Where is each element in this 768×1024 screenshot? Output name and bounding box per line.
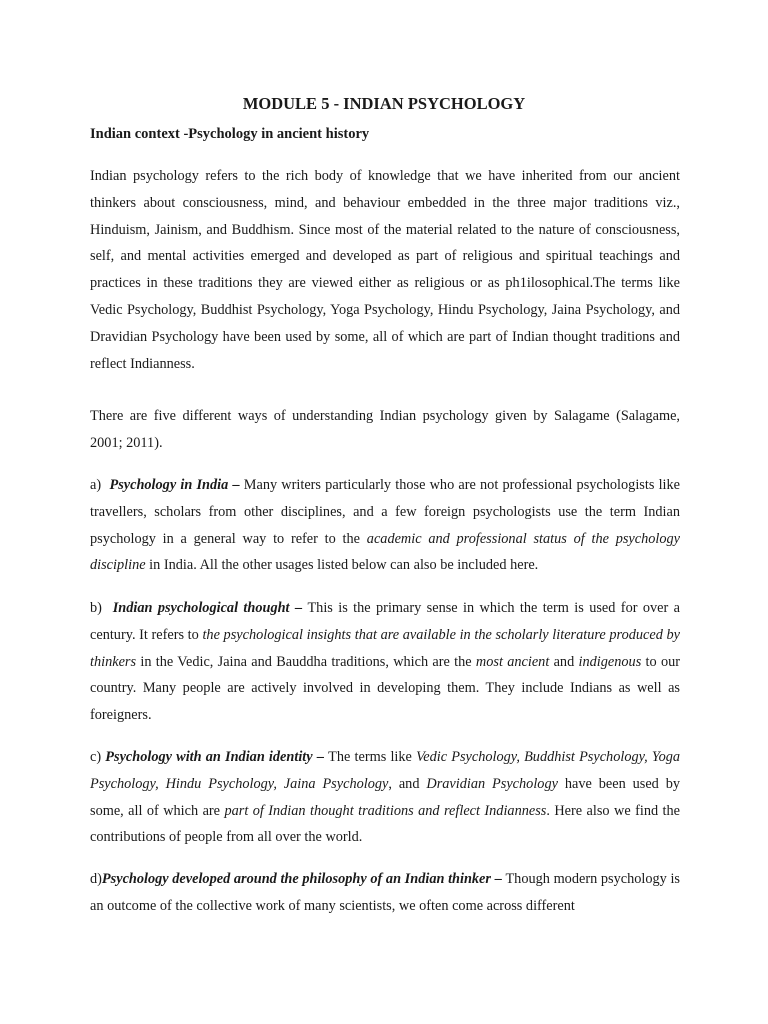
item-a-marker: a) [90, 477, 102, 493]
item-c-paragraph [90, 744, 680, 851]
intro-paragraph: Indian psychology refers to the rich body of knowledge that we have inherited from our ancient thinkers about consciousness, mind, and behaviour embedded in the three major traditions viz., Hinduism, Jainism, and Buddhism. Since most of the material related to the nature of consciousness, self, and mental activities emerged and developed as part of religious and spiritual teachings and practices in these traditions they are viewed either as religious or as ph1ilosophical.The terms like Vedic Psychology, Buddhist Psychology, Yoga Psychology, Hindu Psychology, Jaina Psychology, and Dravidian Psychology have been used by some, all of which are part of Indian thought traditions and reflect Indianness. [90, 168, 680, 372]
item-c-text: . Here also we find the contributions of people from all over the world. [90, 802, 681, 846]
item-c-text: have been used by some, all of which are [90, 775, 681, 819]
item-b-dash: – [289, 600, 308, 616]
item-b-emphasis: most ancient [475, 653, 550, 670]
item-d-marker: d) [90, 871, 102, 887]
item-c-dash: – [312, 749, 329, 765]
item-b-heading: Indian psychological thought [112, 600, 290, 616]
item-d-heading: Psychology developed around the philosophy of an Indian thinker [101, 871, 491, 887]
item-a-emphasis: academic and professional status of the psychology discipline [90, 530, 681, 574]
item-c-emphasis: Vedic Psychology, Buddhist Psychology, Yoga Psychology, Hindu Psychology, Jaina Psychology [90, 749, 681, 792]
item-a-text: Many writers particularly those who are not professional psychologists like travellers, scholars from other disciplines, and a few foreign psychologists use the term Indian psychology in a general way to refer to the [90, 477, 681, 547]
item-b-text: in the Vedic, Jaina and Bauddha traditions, which are the [136, 653, 476, 670]
item-a-heading: Psychology in India [109, 477, 229, 493]
item-b-emphasis: the psychological insights that are available in the scholarly literature produced by thinkers [90, 626, 680, 670]
item-d-dash: – [490, 871, 506, 887]
item-b-marker: b) [90, 600, 102, 616]
five-ways-paragraph: There are five different ways of understanding Indian psychology given by Salagame (Salagame, 2001; 2011). [90, 408, 680, 451]
item-c-heading: Psychology with an Indian identity [105, 749, 313, 765]
item-b-emphasis: indigenous [578, 653, 642, 670]
page-title: MODULE 5 - INDIAN PSYCHOLOGY [242, 94, 526, 113]
item-b-paragraph [90, 595, 680, 729]
item-c-text: , and [388, 775, 427, 792]
item-a-text: in India. All the other usages listed below can also be included here. [145, 557, 539, 574]
item-c-emphasis: Dravidian Psychology [426, 775, 558, 792]
item-b-text: This is the primary sense in which the term is used for over a century. It refers to [90, 600, 681, 643]
item-c-text: The terms like [328, 749, 417, 765]
item-a-dash: – [228, 477, 244, 493]
item-d-text: Though modern psychology is an outcome of the collective work of many scientists, we often come across different [90, 871, 680, 914]
item-c-marker: c) [90, 749, 102, 765]
item-b-text: and [549, 653, 579, 670]
item-c-emphasis: part of Indian thought traditions and reflect Indianness [224, 802, 547, 819]
item-b-text: to our country. Many people are actively involved in developing them. They include Indians as well as foreigners. [90, 653, 681, 724]
item-a-paragraph [90, 472, 680, 579]
section-heading: Indian context -Psychology in ancient history [90, 126, 370, 142]
item-d-paragraph [90, 866, 680, 920]
